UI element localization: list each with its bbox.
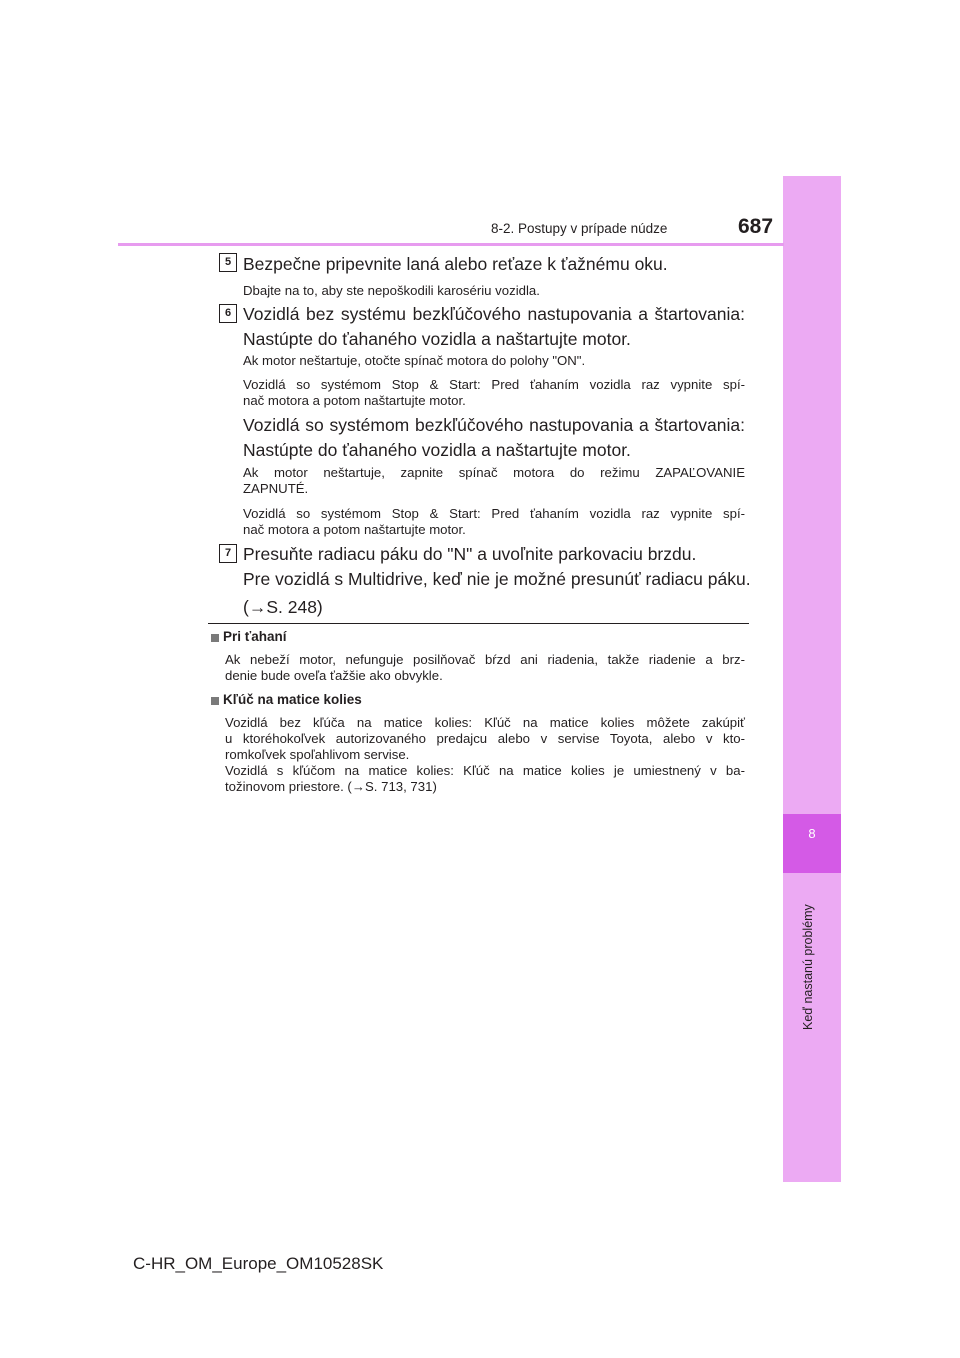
header-rule [118,243,784,246]
chapter-number: 8 [808,826,816,841]
chapter-label-container [783,880,841,1040]
step-badge-5: 5 [219,253,237,272]
page-reference-link[interactable]: (→S. 248) [243,597,323,617]
step-6-note [243,353,745,369]
body-line: u ktoréhokoľvek autorizovaného predajcu alebo v servise Toyota, alebo v kto- [225,731,745,746]
section-header-title: 8-2. Postupy v prípade núdze [491,221,668,236]
step-5-instruction [243,252,745,277]
note-line: Vozidlá so systémom Stop & Start: Pred ťahaním vozidla raz vypnite spí- [243,377,745,392]
body-line: Vozidlá bez kľúča na matice kolies: Kľúč na matice kolies môžete zakúpiť [225,715,745,730]
note-line: Ak motor neštartuje, zapnite spínač motora do režimu ZAPAĽOVANIE [243,465,745,480]
section-bullet-icon [211,697,219,705]
step-5-note [243,283,745,299]
body-line: Vozidlá s kľúčom na matice kolies: Kľúč na matice kolies je umiestnený v ba- [225,763,745,778]
step-badge-6: 6 [219,304,237,323]
note-line: nač motora a potom naštartujte motor. [243,393,466,408]
section-bullet-icon [211,634,219,642]
step-5-line: Bezpečne pripevnite laná alebo reťaze k ťažnému oku. [243,254,668,274]
note-line: ZAPNUTÉ. [243,481,309,496]
section-body [225,715,745,795]
step-7-line: Pre vozidlá s Multidrive, keď nie je možné presunúť radiacu páku. [243,569,751,589]
page-reference-link[interactable]: tožinovom priestore. (→S. 713, 731) [225,779,437,794]
document-code-footer: C-HR_OM_Europe_OM10528SK [133,1254,384,1273]
step-6-line: Vozidlá bez systému bezkľúčového nastupovania a štartovania: [243,304,745,324]
note-line: nač motora a potom naštartujte motor. [243,522,466,537]
body-line: romkoľvek spoľahlivom servise. [225,747,410,762]
note-line: Ak motor neštartuje, otočte spínač motora do polohy "ON". [243,353,586,368]
step-7-line: Presuňte radiacu páku do "N" a uvoľnite parkovaciu brzdu. [243,544,697,564]
body-line: Ak nebeží motor, nefunguje posilňovač bŕzd ani riadenia, takže riadenie a brz- [225,652,745,667]
chapter-tab[interactable] [783,814,841,873]
note-line: Vozidlá so systémom Stop & Start: Pred ťahaním vozidla raz vypnite spí- [243,506,745,521]
step-6-line: Nastúpte do ťahaného vozidla a naštartujte motor. [243,329,631,349]
section-title: Kľúč na matice kolies [223,692,362,707]
body-line: denie bude oveľa ťažšie ako obvykle. [225,668,443,683]
step-badge-7: 7 [219,544,237,563]
section-title: Pri ťahaní [223,629,287,644]
page-number: 687 [738,215,774,238]
section-divider [208,623,749,624]
step-6-line: Vozidlá so systémom bezkľúčového nastupovania a štartovania: [243,415,745,435]
note-line: Dbajte na to, aby ste nepoškodili karosériu vozidla. [243,283,540,298]
section-body [225,652,745,684]
chapter-label: Keď nastanú problémy [801,904,815,1030]
step-7-instruction [243,542,751,620]
step-6-note-alt [243,465,745,497]
step-6-note [243,377,745,409]
step-6-line: Nastúpte do ťahaného vozidla a naštartujte motor. [243,440,631,460]
step-6-instruction-alt [243,413,745,463]
step-6-note-alt [243,506,745,538]
step-6-instruction [243,302,745,352]
